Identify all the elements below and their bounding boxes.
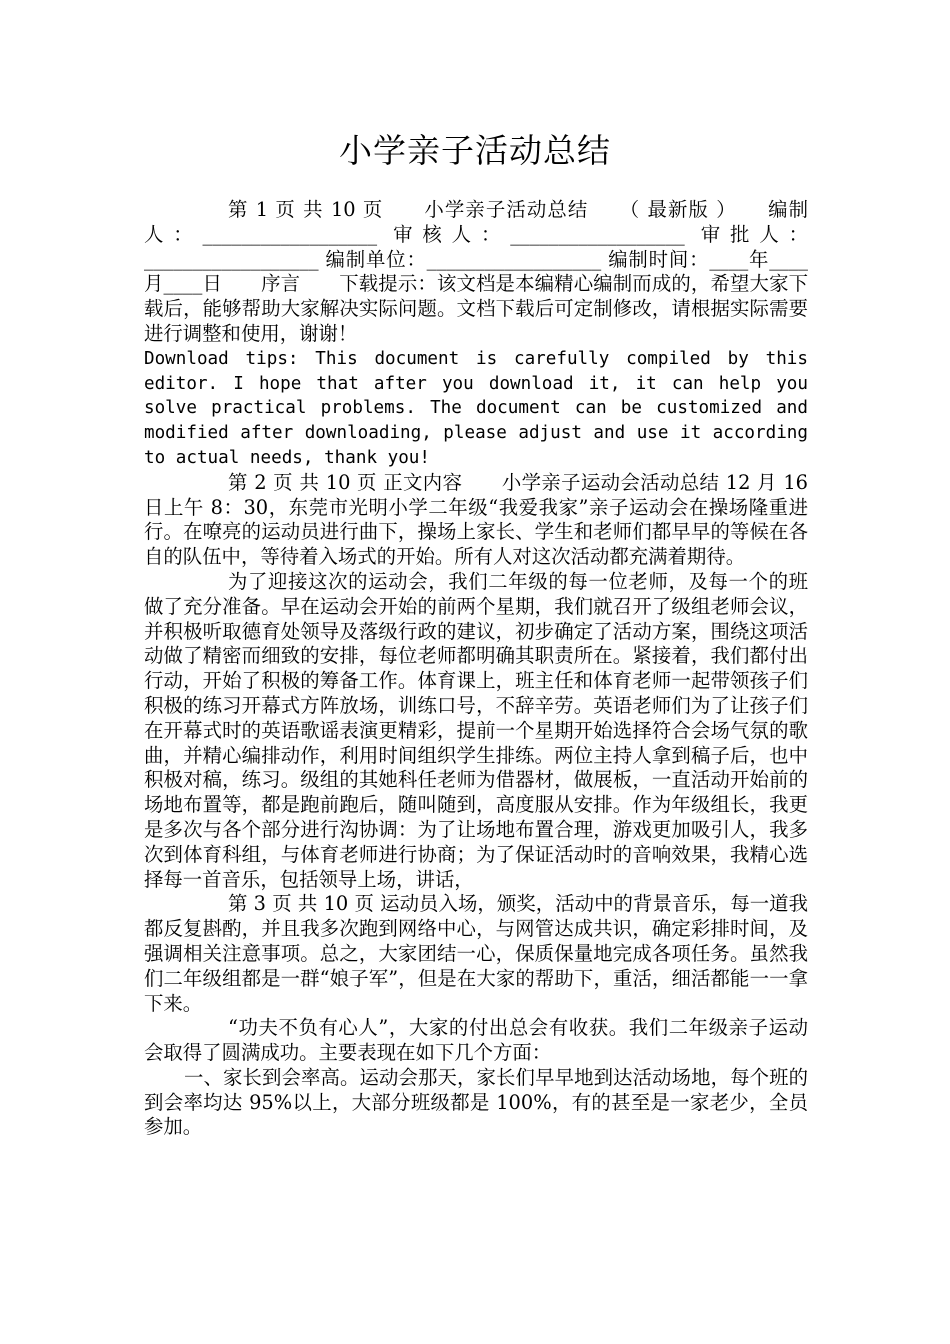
paragraph-download-tips: Download tips: This document is carefully compiled by this editor. I hope that after you download it, it can help you solve practical problems. The document can be customized and modified after downloading, please adjust and use it according to actual needs, thank you! [144,348,808,468]
document-title: 小学亲子活动总结 [339,131,611,170]
paragraph-header-preface: 第 1 页 共 10 页 小学亲子活动总结 （ 最新版 ） 编制人：__________________ 审核人：__________________ 审批人：__________________ 编制单位：__________________ 编制时间：____年____月____日 序言 下载提示：该文档是本编精心编制而成的，希望大家下载后，能够帮助大家解决实际问题。文档下载后可定制修改，请根据实际需要进行调整和使用，谢谢！ [144,198,808,345]
paragraph-page-3: 第 3 页 共 10 页 运动员入场，颁奖，活动中的背景音乐，每一道我都反复斟酌，并且我多次跑到网络中心，与网管达成共识，确定彩排时间，及强调相关注意事项。总之，大家团结一心，保质保量地完成各项任务。虽然我们二年级组都是一群“娘子军”，但是在大家的帮助下，重活，细活都能一一拿下来。 [144,892,808,1015]
document-body [144,198,808,1140]
paragraph-preparation: 为了迎接这次的运动会，我们二年级的每一位老师，及每一个的班做了充分准备。早在运动会开始的前两个星期，我们就召开了级组老师会议，并积极听取德育处领导及落级行政的建议，初步确定了活动方案，围绕这项活动做了精密而细致的安排，每位老师都明确其职责所在。紧接着，我们都付出行动，开始了积极的筹备工作。体育课上，班主任和体育老师一起带领孩子们积极的练习开幕式方阵放场，训练口号，不辞辛劳。英语老师们为了让孩子们在开幕式时的英语歌谣表演更精彩，提前一个星期开始选择符合会场气氛的歌曲，并精心编排动作，利用时间组织学生排练。两位主持人拿到稿子后，也中积极对稿，练习。级组的其她科任老师为借器材，做展板，一直活动开始前的场地布置等，都是跑前跑后，随叫随到，高度服从安排。作为年级组长，我更是多次与各个部分进行沟协调：为了让场地布置合理，游戏更加吸引人，我多次到体育科组，与体育老师进行协商；为了保证活动时的音响效果，我精心选择每一首音乐，包括领导上场，讲话， [144,569,808,891]
paragraph-point-one: 一、家长到会率高。运动会那天，家长们早早地到达活动场地，每个班的到会率均达 95%以上，大部分班级都是 100%，有的甚至是一家老少，全员参加。 [144,1065,808,1139]
paragraph-intro: 第 2 页 共 10 页 正文内容 小学亲子运动会活动总结 12 月 16 日上午 8：30，东莞市光明小学二年级“我爱我家”亲子运动会在操场隆重进行。在嘹亮的运动员进行曲下，操场上家长、学生和老师们都早早的等候在各自的队伍中，等待着入场式的开始。所有人对这次活动都充满着期待。 [144,470,808,569]
paragraph-success: “功夫不负有心人”，大家的付出总会有收获。我们二年级亲子运动会取得了圆满成功。主要表现在如下几个方面： [144,1016,808,1065]
